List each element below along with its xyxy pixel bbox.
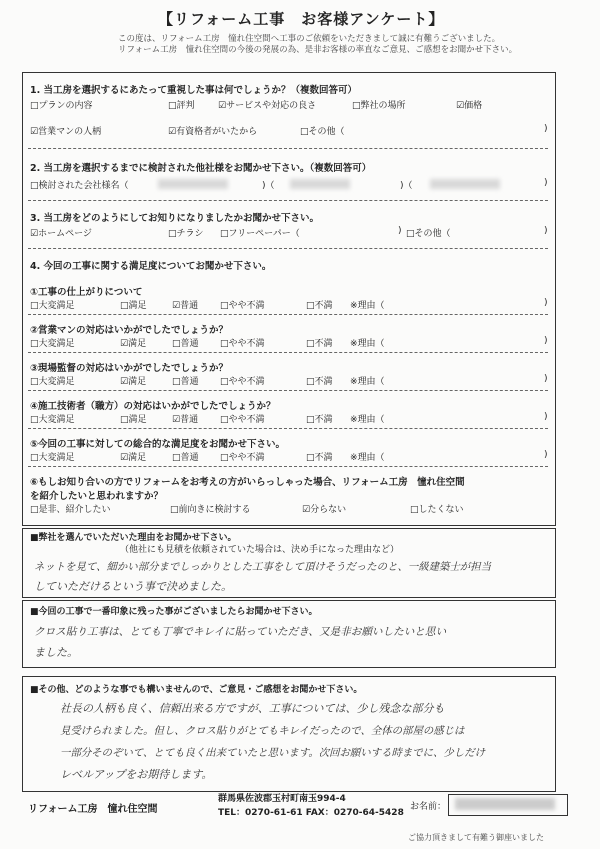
- q6-option-consider[interactable]: □前向きに検討する: [170, 505, 251, 515]
- other-handwriting-1: 社長の人柄も良く、信頼出来る方ですが、工事については、少し残念な部分も: [60, 702, 445, 715]
- q4-item-1-label: ①工事の仕上がりについて: [30, 287, 143, 298]
- footer-address-block: [218, 792, 404, 820]
- other-handwriting-3: 一部分そのぞいて、とても良く出来ていたと思います。次回お願いする時までに、少しだけ: [60, 747, 485, 759]
- q4-2-somewhat-dissatisfied[interactable]: □やや不満: [220, 339, 265, 349]
- q3-option-flyer[interactable]: □チラシ: [168, 229, 204, 239]
- name-label: お名前：: [410, 802, 447, 812]
- q4-4-somewhat-dissatisfied[interactable]: □やや不満: [220, 415, 265, 425]
- intro-line-1: この度は、リフォーム工房 憧れ住空間へ工事のご依頼をいただきまして誠に有難うございました。: [118, 34, 501, 44]
- redacted-company-1: [158, 179, 228, 189]
- separator: [28, 390, 548, 391]
- redacted-company-2: [290, 179, 350, 189]
- q2-paren-3: )（: [400, 181, 413, 191]
- q2-company-field[interactable]: □検討された会社様名（: [30, 181, 129, 191]
- q4-2-satisfied[interactable]: ☑満足: [120, 339, 147, 349]
- q6-option-no[interactable]: □したくない: [410, 505, 464, 515]
- intro-text: [118, 34, 588, 56]
- q3-option-freepaper[interactable]: □フリーペーパー（: [220, 229, 300, 239]
- q1-other-close: ): [544, 124, 548, 134]
- q4-2-very-satisfied[interactable]: □大変満足: [30, 339, 75, 349]
- q4-5-normal[interactable]: □普通: [172, 453, 199, 463]
- q4-item-6-line-1: ⑥もしお知り合いの方でリフォームをお考えの方がいらっしゃった場合、リフォーム工房 憧れ住空間: [30, 477, 465, 488]
- q4-3-close: ): [544, 374, 548, 384]
- q4-4-very-satisfied[interactable]: □大変満足: [30, 415, 75, 425]
- questions-box: [22, 72, 556, 526]
- impression-header: ■今回の工事で一番印象に残った事がございましたらお聞かせ下さい。: [30, 607, 318, 617]
- q4-5-reason[interactable]: ※理由（: [350, 453, 385, 463]
- q4-item-5-label: ⑤今回の工事に対しての総合的な満足度をお聞かせ下さい。: [30, 439, 286, 450]
- q4-1-somewhat-dissatisfied[interactable]: □やや不満: [220, 301, 265, 311]
- q4-3-satisfied[interactable]: ☑満足: [120, 377, 147, 387]
- q3-freepaper-close: ): [398, 226, 402, 236]
- q6-option-recommend[interactable]: □是非、紹介したい: [30, 505, 111, 515]
- reason-header: ■弊社を選んでいただいた理由をお聞かせ下さい。: [30, 533, 237, 543]
- separator: [28, 466, 548, 467]
- q4-1-satisfied[interactable]: □満足: [120, 301, 147, 311]
- q4-2-normal[interactable]: □普通: [172, 339, 199, 349]
- q4-4-close: ): [544, 412, 548, 422]
- q4-label: 4. 今回の工事に関する満足度についてお聞かせ下さい。: [30, 261, 272, 272]
- impression-handwriting-2: ました。: [34, 646, 78, 659]
- other-header: ■その他、どのような事でも構いませんので、ご意見・ご感想をお聞かせ下さい。: [30, 685, 363, 695]
- q4-item-6-line-2: を紹介したいと思われますか？: [30, 491, 164, 502]
- separator: [28, 428, 548, 429]
- reason-handwriting-2: していただけるという事で決めました。: [34, 580, 232, 593]
- q4-1-reason[interactable]: ※理由（: [350, 301, 385, 311]
- q3-option-other[interactable]: □その他（: [406, 229, 451, 239]
- q4-5-somewhat-dissatisfied[interactable]: □やや不満: [220, 453, 265, 463]
- q3-label: 3. 当工房をどのようにしてお知りになりましたかお聞かせ下さい。: [30, 213, 320, 224]
- separator: [28, 314, 548, 315]
- redacted-name: [455, 798, 555, 810]
- q1-option-service[interactable]: ☑サービスや対応の良さ: [218, 101, 317, 111]
- impression-handwriting-1: クロス貼り工事は、とても丁寧でキレイに貼っていただき、又是非お願いしたいと思い: [34, 626, 447, 638]
- q2-paren-close: ): [544, 178, 548, 188]
- q4-item-3-label: ③現場監督の対応はいかがでしたでしょうか？: [30, 363, 229, 374]
- q4-1-dissatisfied[interactable]: □不満: [306, 301, 333, 311]
- other-handwriting-2: 見受けられました。但し、クロス貼りがとてもキレイだったので、全体の部屋の感じは: [60, 725, 465, 737]
- q1-option-reputation[interactable]: □評判: [168, 101, 195, 111]
- q4-item-2-label: ②営業マンの対応はいかがでしたでしょうか？: [30, 325, 229, 336]
- q4-3-very-satisfied[interactable]: □大変満足: [30, 377, 75, 387]
- q6-option-unsure[interactable]: ☑分らない: [302, 505, 347, 515]
- q4-2-reason[interactable]: ※理由（: [350, 339, 385, 349]
- q4-4-normal[interactable]: ☑普通: [172, 415, 199, 425]
- q1-option-sales-person[interactable]: ☑営業マンの人柄: [30, 127, 102, 137]
- q2-label: 2. 当工房を選択するまでに検討された他社様をお聞かせ下さい。（複数回答可）: [30, 163, 372, 174]
- q4-5-close: ): [544, 450, 548, 460]
- q4-5-satisfied[interactable]: ☑満足: [120, 453, 147, 463]
- q4-2-close: ): [544, 336, 548, 346]
- q4-1-close: ): [544, 298, 548, 308]
- q3-option-homepage[interactable]: ☑ホームページ: [30, 229, 92, 239]
- q1-option-qualified[interactable]: ☑有資格者がいたから: [168, 127, 258, 137]
- q4-3-normal[interactable]: □普通: [172, 377, 199, 387]
- separator: [28, 352, 548, 353]
- q4-3-somewhat-dissatisfied[interactable]: □やや不満: [220, 377, 265, 387]
- q1-label: 1. 当工房を選択するにあたって重視した事は何でしょうか？（複数回答可）: [30, 85, 358, 96]
- q1-option-location[interactable]: □弊社の場所: [352, 101, 406, 111]
- reason-handwriting-1: ネットを見て、細かい部分までしっかりとした工事をして頂けそうだったのと、一級建築士が担当: [34, 561, 491, 573]
- reason-subheader: （他社にも見積を依頼されていた場合は、決め手になった理由など）: [120, 545, 400, 555]
- q1-option-other[interactable]: □その他（: [300, 127, 345, 137]
- q4-item-4-label: ④施工技術者（職方）の対応はいかがでしたでしょうか？: [30, 401, 276, 412]
- separator: [28, 248, 548, 249]
- q1-option-price[interactable]: ☑価格: [456, 101, 483, 111]
- footer-address: 群馬県佐波郡玉村町南玉994-4: [218, 794, 346, 804]
- q4-5-dissatisfied[interactable]: □不満: [306, 453, 333, 463]
- q4-4-satisfied[interactable]: □満足: [120, 415, 147, 425]
- q1-option-plan[interactable]: □プランの内容: [30, 101, 93, 111]
- footer-thanks: ご協力頂きまして有難う御座いました: [408, 833, 544, 842]
- q4-3-dissatisfied[interactable]: □不満: [306, 377, 333, 387]
- q4-4-dissatisfied[interactable]: □不満: [306, 415, 333, 425]
- q3-other-close: ): [544, 226, 548, 236]
- q4-4-reason[interactable]: ※理由（: [350, 415, 385, 425]
- redacted-company-3: [430, 179, 500, 189]
- q4-5-very-satisfied[interactable]: □大変満足: [30, 453, 75, 463]
- page-title: 【リフォーム工事 お客様アンケート】: [158, 10, 445, 28]
- q4-2-dissatisfied[interactable]: □不満: [306, 339, 333, 349]
- q2-paren-2: )（: [262, 181, 275, 191]
- q4-3-reason[interactable]: ※理由（: [350, 377, 385, 387]
- separator: [28, 148, 548, 149]
- separator: [28, 200, 548, 201]
- other-handwriting-4: レベルアップをお期待します。: [60, 768, 213, 781]
- footer-tel: TEL：0270-61-61 FAX：0270-64-5428: [218, 808, 404, 818]
- q4-1-very-satisfied[interactable]: □大変満足: [30, 301, 75, 311]
- footer-company: リフォーム工房 憧れ住空間: [28, 804, 158, 815]
- intro-line-2: リフォーム工房 憧れ住空間の今後の発展の為、是非お客様の率直なご意見、ご感想をお聞かせ下さい。: [118, 45, 518, 55]
- q4-1-normal[interactable]: ☑普通: [172, 301, 199, 311]
